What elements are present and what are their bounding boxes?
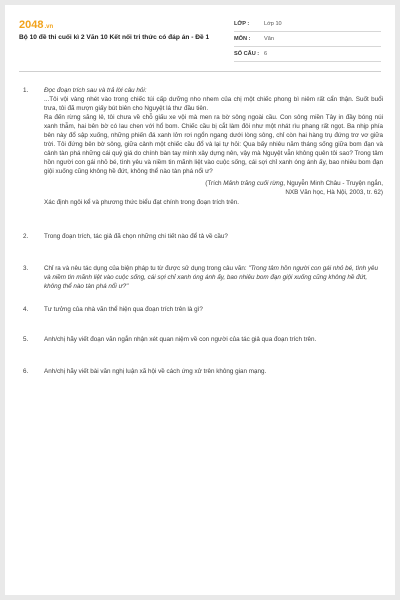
question-text: Anh/chị hãy viết đoạn văn ngắn nhận xét quan niệm về con người của tác giả qua đoạn trích trên. [44,336,317,343]
question-5 [23,335,383,344]
logo-number: 2048 [19,19,44,31]
question-text: Trong đoạn trích, tác giả đã chọn những chi tiết nào để tả về cầu? [44,233,228,240]
header-divider [19,71,381,72]
question-3 [23,264,383,291]
meta-key: MÔN : [234,36,251,42]
question-number: 6. [23,368,29,375]
meta-row-class [234,17,381,32]
reading-instruction: Đọc đoạn trích sau và trả lời câu hỏi: [44,87,147,94]
excerpt-source [44,179,383,197]
question-text-lead: Chỉ ra và nêu tác dụng của biện pháp tu từ được sử dụng trong câu văn: [44,265,249,272]
question-number: 2. [23,233,29,240]
document-page [5,5,395,595]
meta-value: 6 [264,51,268,57]
document-title: Bộ 10 đề thi cuối kì 2 Văn 10 Kết nối tri thức có đáp án - Đề 1 [19,34,210,41]
source-title: Mảnh trăng cuối rừng [223,180,284,187]
question-number: 4. [23,306,29,313]
questions-list [23,86,383,376]
question-text: Xác định ngôi kể và phương thức biểu đạt chính trong đoạn trích trên. [44,199,239,206]
question-text: Anh/chị hãy viết bài văn nghị luận xã hội về cách ứng xử trên không gian mạng. [44,368,267,375]
source-author: , Nguyễn Minh Châu - Truyện ngắn, [283,180,383,187]
question-text [44,264,383,291]
question-1 [23,86,383,207]
meta-table [234,17,381,62]
meta-value: Lớp 10 [264,21,282,27]
excerpt-paragraph: Ra đến rừng săng lẻ, tôi chưa về chỗ giấu xe vội mà men ra bờ sông ngoài cầu. Con sông miền Tây in đầy bóng núi xanh thẫm, hai bên bờ có lau chen với hổ bom. Chiếc cầu bị cắt làm đôi như một nhát rìu phang rất ngọt. Ba nhịp phía bên này đổ sập xuống, những phiến đá xanh lởn rơi ngổn ngang dưới lòng sông, chỉ còn hai hàng trụ đứng trơ vơ giữa trời. Tôi đứng bên bờ sông, giữa cảnh một chiếc cầu đổ và lại tự hỏi: Qua bấy nhiêu năm tháng sống giữa bom đạn và cảnh tàn phá những cái quý giá do chính bàn tay mình xây dựng nên, vậy mà Nguyệt vẫn không quên tôi sao? Trong tâm hồn người con gái nhỏ bé, tình yêu và niềm tin mãnh liệt vào cuộc sống, cái sợi chỉ xanh óng ánh ấy, bao nhiêu bom đạn giội xuống cũng không hề đứt, không thể nào tàn phá nổi ư? [44,114,383,175]
meta-key: LỚP : [234,21,250,27]
question-number: 3. [23,265,29,272]
meta-row-count [234,47,381,62]
logo-suffix: .vn [44,24,54,30]
question-text: Tư tưởng của nhà văn thể hiện qua đoạn trích trên là gì? [44,306,203,313]
source-prefix: (Trích [205,180,224,187]
site-logo[interactable] [19,19,53,31]
meta-row-subject [234,32,381,47]
question-number: 5. [23,336,29,343]
source-publisher: NXB Văn học, Hà Nội, 2003, tr. 62) [285,189,383,196]
quoted-sentence: "Trong tâm hồn người con gái nhỏ bé, tình yêu và niềm tin mãnh liệt vào cuộc sống, cái sợi chỉ xanh óng ánh ấy, bao nhiêu bom đạn giội xuống cũng không hề đứt, không thể nào tàn phá nổi ư?" [44,265,379,290]
excerpt-paragraph: ...Tôi vội vàng nhét vào trong chiếc túi cấp dưỡng nho nhem của chị một chiếc phong bì niêm rất cẩn thận. Suốt buổi trưa, tôi đã mượn giấy bút biên cho Nguyệt lá thư đầu tiên. [44,96,383,112]
meta-key: SỐ CÂU : [234,51,260,57]
document-header [19,17,381,67]
question-4 [23,305,383,314]
question-2 [23,232,383,241]
question-number: 1. [23,87,29,94]
question-6 [23,367,383,376]
meta-value: Văn [264,36,274,42]
